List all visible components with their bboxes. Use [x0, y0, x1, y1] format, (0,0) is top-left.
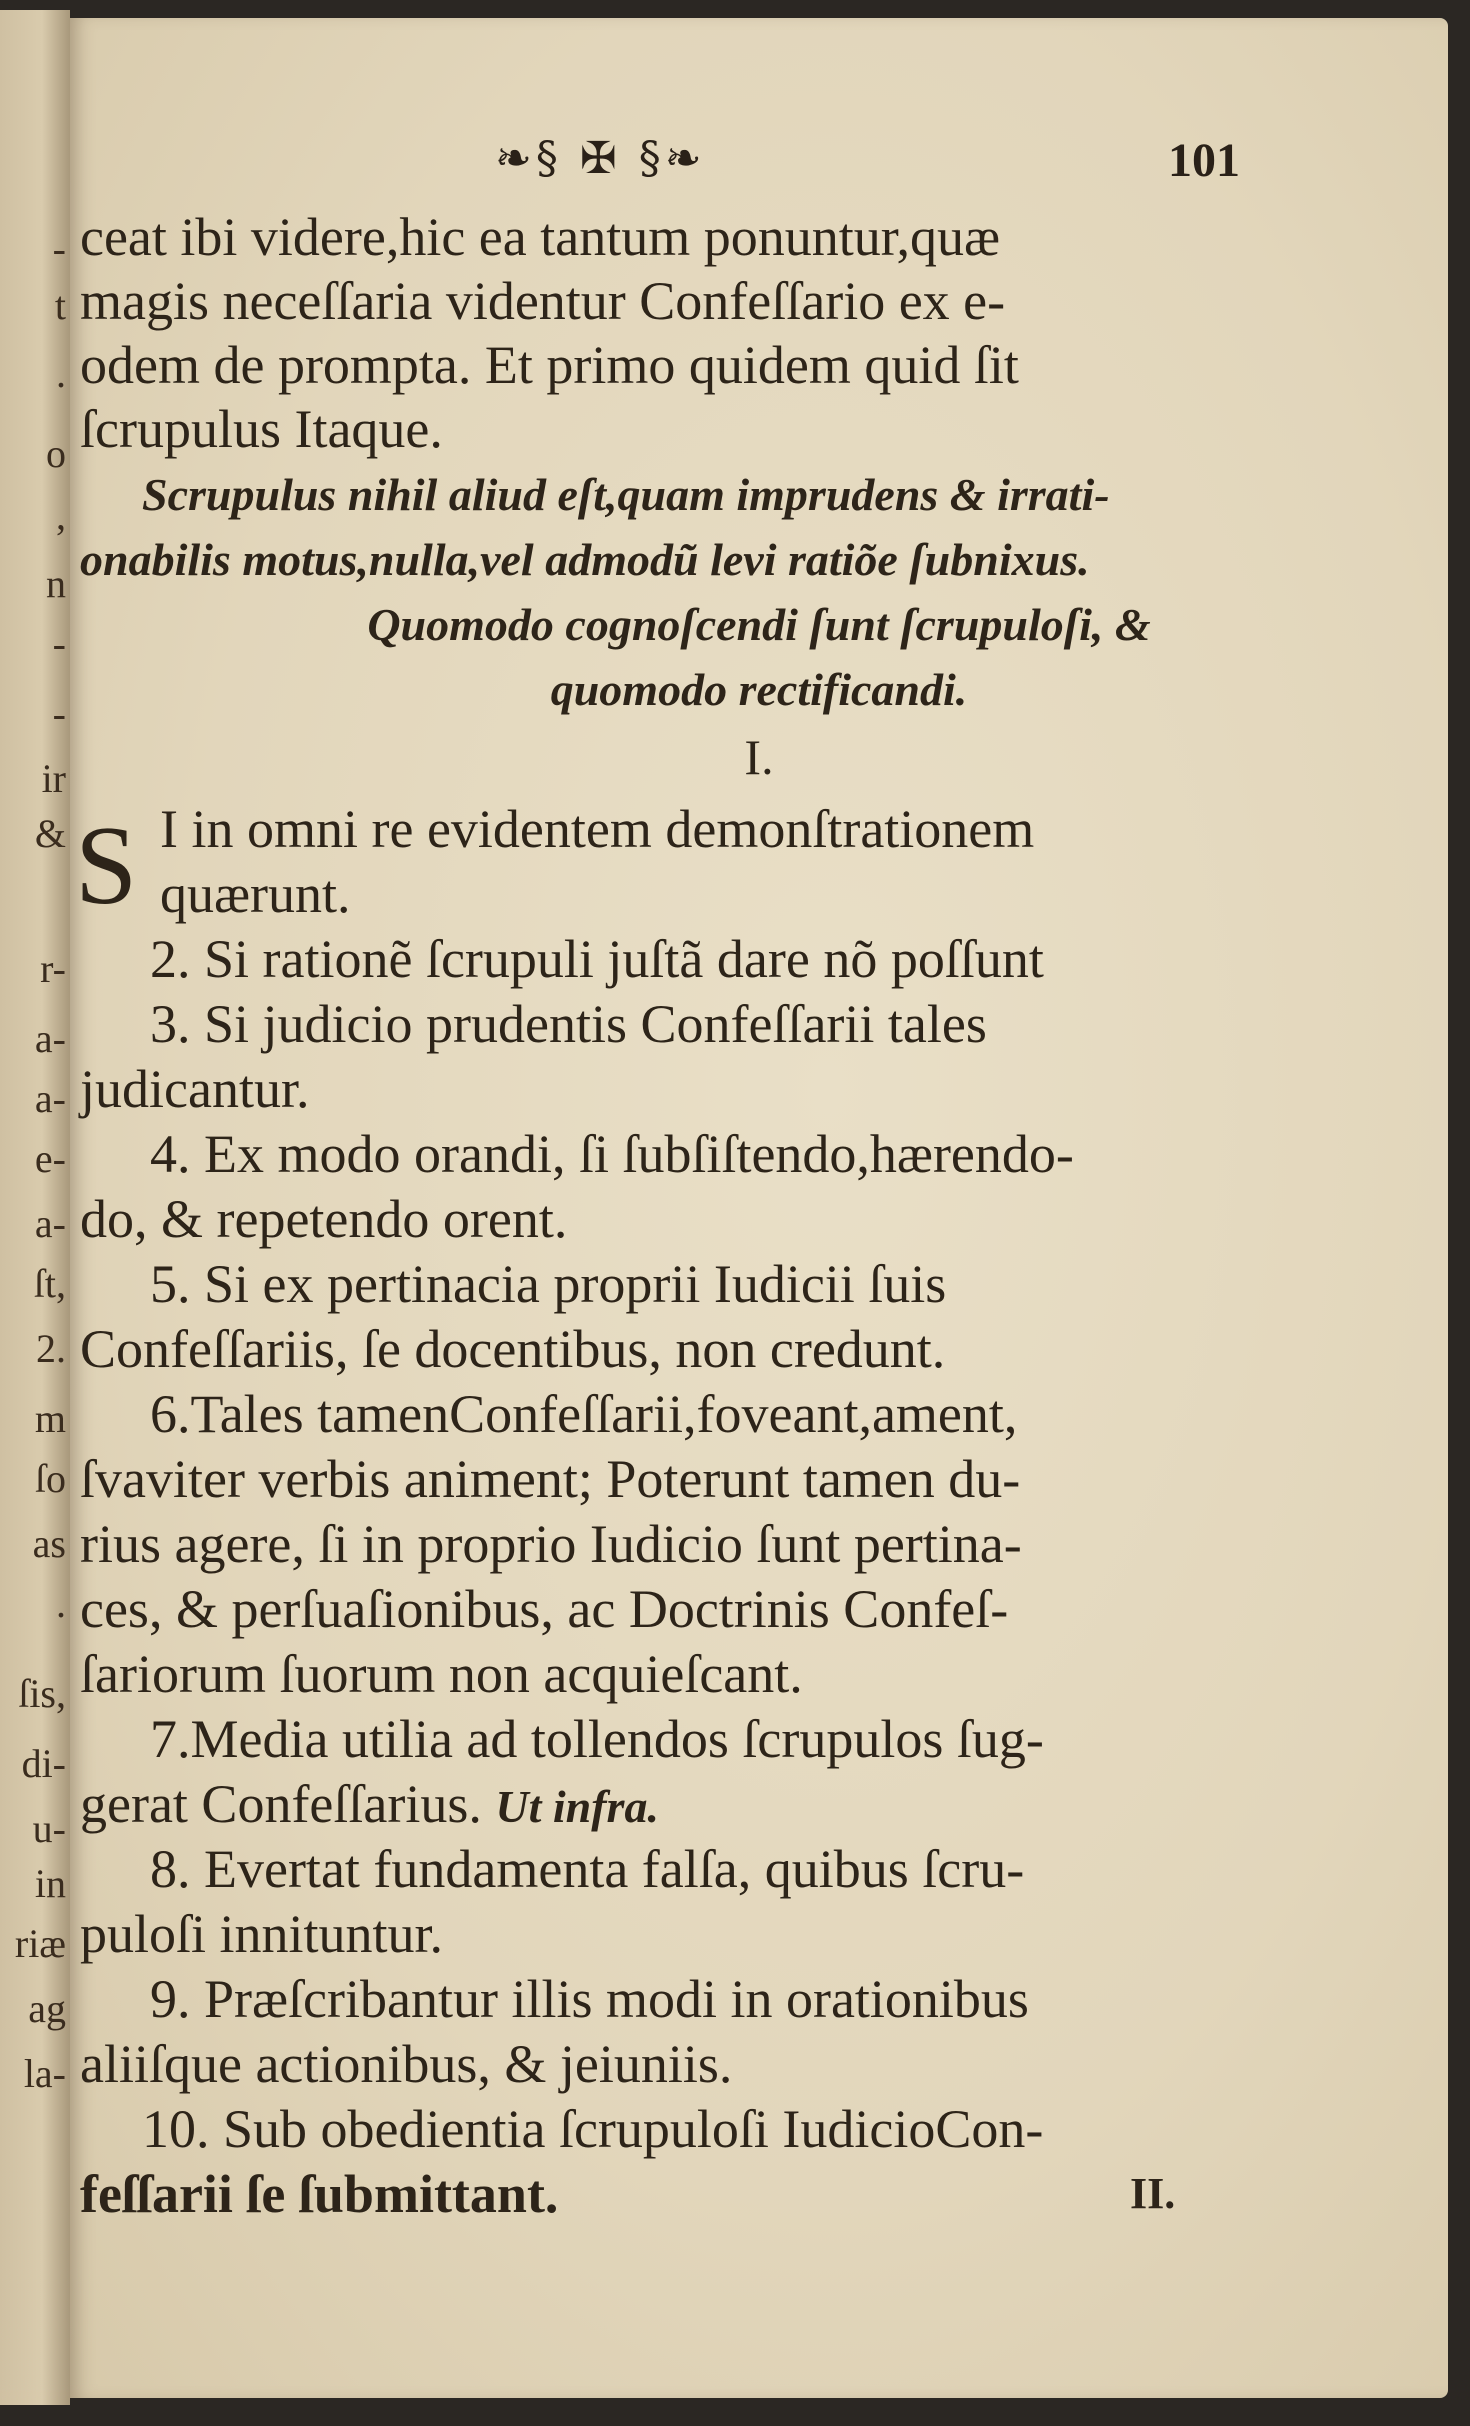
section-heading: Quomodo cognoſcendi ſunt ſcrupuloſi, &	[367, 599, 1151, 650]
previous-page-fragment: .	[56, 351, 66, 396]
definition-line: onabilis motus,nulla,vel admodũ levi ratiõe ſubnixus.	[80, 534, 1090, 585]
previous-page-fragment: t	[54, 283, 66, 328]
previous-page-fragment: -	[52, 226, 66, 271]
previous-page-fragment: ſo	[34, 1456, 66, 1501]
previous-page-fragment: -	[52, 621, 66, 666]
list-item-text: gerat Confeſſarius.	[80, 1774, 482, 1834]
previous-page-fragment: ſt,	[33, 1261, 66, 1306]
previous-page-fragment: o	[46, 431, 66, 476]
previous-page-edge	[0, 10, 70, 2405]
section-number: I.	[744, 729, 774, 785]
list-item: aliiſque actionibus, & jeiuniis.	[80, 2034, 733, 2094]
previous-page-fragment: m	[34, 1396, 66, 1441]
previous-page-fragment: 2.	[36, 1326, 66, 1371]
previous-page-fragment: ag	[28, 1986, 66, 2031]
previous-page-fragment: a-	[34, 1076, 66, 1121]
text-line: ceat ibi videre,hic ea tantum ponuntur,quæ	[80, 207, 1001, 267]
header-ornament: ❧§ ✠ §❧	[495, 133, 706, 184]
previous-page-fragment: n	[46, 561, 66, 606]
book-page	[70, 18, 1448, 2398]
previous-page-fragment: a-	[34, 1201, 66, 1246]
list-item: do, & repetendo orent.	[80, 1189, 568, 1249]
list-item: Confeſſariis, ſe docentibus, non credunt.	[80, 1319, 946, 1379]
list-item: puloſi innituntur.	[80, 1904, 444, 1964]
list-item: 2. Si rationẽ ſcrupuli juſtã dare nõ poſſunt	[150, 929, 1044, 989]
list-item: 8. Evertat fundamenta falſa, quibus ſcru-	[150, 1839, 1025, 1899]
list-item: 6.Tales tamenConfeſſarii,foveant,ament,	[150, 1384, 1018, 1444]
previous-page-fragment: di-	[21, 1741, 66, 1786]
list-item: judicantur.	[80, 1059, 310, 1119]
page-header	[70, 133, 1448, 193]
text-line: odem de prompta. Et primo quidem quid ſit	[80, 335, 1019, 395]
list-item: feſſarii ſe ſubmittant.	[80, 2164, 559, 2224]
previous-page-fragment: ,	[56, 493, 66, 538]
list-item: 5. Si ex pertinacia proprii Iudicii ſuis	[150, 1254, 947, 1314]
previous-page-fragment: in	[34, 1861, 66, 1906]
list-item: 9. Præſcribantur illis modi in orationibus	[150, 1969, 1029, 2029]
previous-page-fragment: u-	[32, 1806, 66, 1851]
previous-page-fragment: ir	[41, 756, 66, 801]
previous-page-fragment: ſis,	[18, 1671, 66, 1716]
drop-cap: S	[75, 804, 138, 928]
catchword: II.	[1130, 2169, 1176, 2218]
list-item: quærunt.	[160, 864, 351, 924]
list-item: ſvaviter verbis animent; Poterunt tamen du-	[80, 1449, 1021, 1509]
previous-page-fragment: r-	[40, 946, 66, 991]
previous-page-fragment: .	[56, 1581, 66, 1626]
previous-page-fragment: -	[52, 691, 66, 736]
list-item: rius agere, ſi in proprio Iudicio ſunt pertina-	[80, 1514, 1022, 1574]
previous-page-fragment: &	[34, 811, 66, 856]
text-line: magis neceſſaria videntur Confeſſario ex e-	[80, 271, 1006, 331]
previous-page-fragment: as	[32, 1521, 66, 1566]
list-item: ces, & perſuaſionibus, ac Doctrinis Confeſ-	[80, 1579, 1009, 1639]
cross-reference: Ut infra.	[495, 1781, 659, 1832]
list-item	[80, 1773, 659, 1835]
list-item: ſariorum ſuorum non acquieſcant.	[80, 1644, 803, 1704]
list-item: I in omni re evidentem demonſtrationem	[160, 799, 1035, 859]
previous-page-fragment: e-	[34, 1136, 66, 1181]
list-item: 3. Si judicio prudentis Confeſſarii tales	[150, 994, 987, 1054]
list-item: 10. Sub obedientia ſcrupuloſi IudicioCon-	[142, 2099, 1044, 2159]
list-item: 7.Media utilia ad tollendos ſcrupulos ſug-	[150, 1709, 1044, 1769]
text-line: ſcrupulus Itaque.	[80, 399, 443, 459]
previous-page-fragment: la-	[23, 2051, 66, 2096]
page-number: 101	[1168, 134, 1240, 187]
list-item: 4. Ex modo orandi, ſi ſubſiſtendo,hærendo-	[150, 1124, 1074, 1184]
section-heading: quomodo rectificandi.	[550, 664, 968, 715]
definition-line: Scrupulus nihil aliud eſt,quam imprudens & irrati-	[142, 469, 1110, 520]
previous-page-fragment: a-	[34, 1016, 66, 1061]
previous-page-fragment: riæ	[14, 1921, 66, 1966]
